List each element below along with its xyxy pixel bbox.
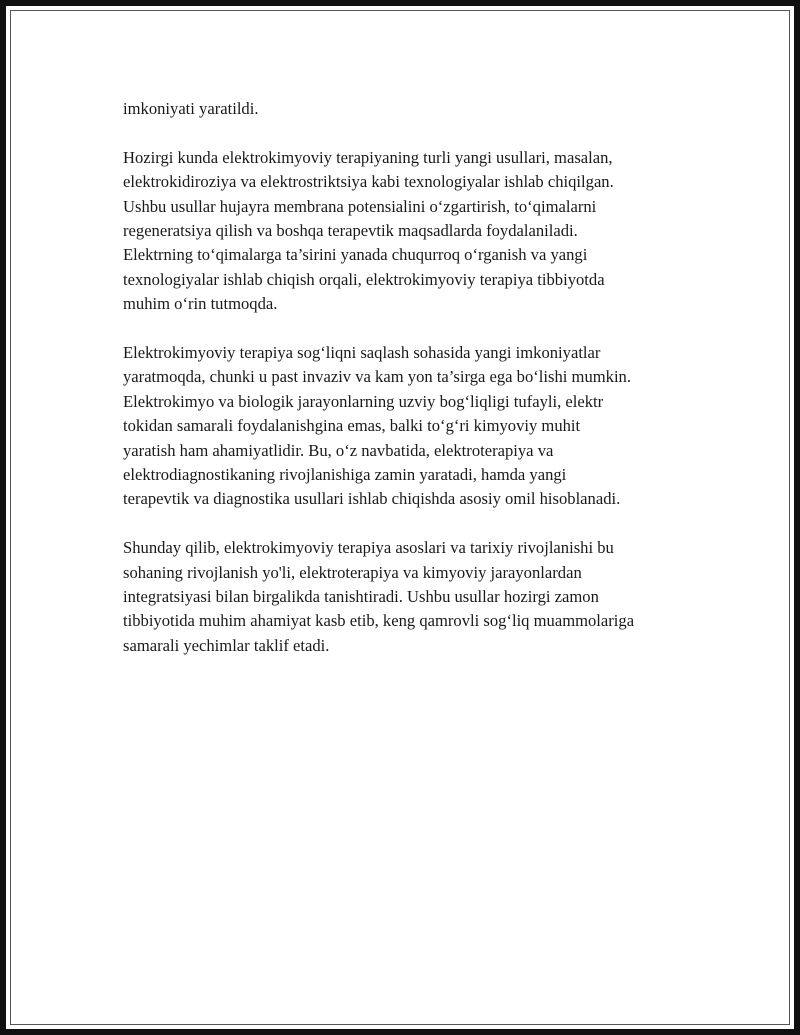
paragraph-healthcare: Elektrokimyoviy terapiya sog‘liqni saqlash sohasida yangi imkoniyatlar yaratmoqda, chunki u past invaziv va kam yon ta’sirga ega bo‘lishi mumkin. Elektrokimyo va biologik jarayonlarning uzviy bog‘liqligi tufayli, elektr tokidan samarali foydalanishgina emas, balki to‘g‘ri kimyoviy muhit yaratish ham ahamiyatlidir. Bu, o‘z navbatida, elektroterapiya va elektrodiagnostikaning rivojlanishiga zamin yaratadi, hamda yangi terapevtik va diagnostika usullari ishlab chiqishda asosiy omil hisoblanadi.: [123, 343, 631, 509]
paragraph-conclusion: Shunday qilib, elektrokimyoviy terapiya asoslari va tarixiy rivojlanishi bu sohaning rivojlanish yo'li, elektroterapiya va kimyoviy jarayonlardan integratsiyasi bilan birgalikda tanishtiradi. Ushbu usullar hozirgi zamon tibbiyotida muhim ahamiyat kasb etib, keng qamrovli sog‘liq muammolariga samarali yechimlar taklif etadi.: [123, 538, 635, 655]
paragraph-new-methods: Hozirgi kunda elektrokimyoviy terapiyaning turli yangi usullari, masalan, elektrokidiroziya va elektrostriktsiya kabi texnologiyalar ishlab chiqilgan. Ushbu usullar hujayra membrana potensialini o‘zgartirish, to‘qimalarni regeneratsiya qilish va boshqa terapevtik maqsadlarda foydalaniladi. Elektrning to‘qimalarga ta’sirini yanada chuqurroq o‘rganish va yangi texnologiyalar ishlab chiqish orqali, elektrokimyoviy terapiya tibbiyotda muhim o‘rin tutmoqda.: [123, 147, 614, 314]
document-body: [123, 97, 703, 683]
paragraph-continuation: imkoniyati yaratildi.: [123, 99, 259, 118]
